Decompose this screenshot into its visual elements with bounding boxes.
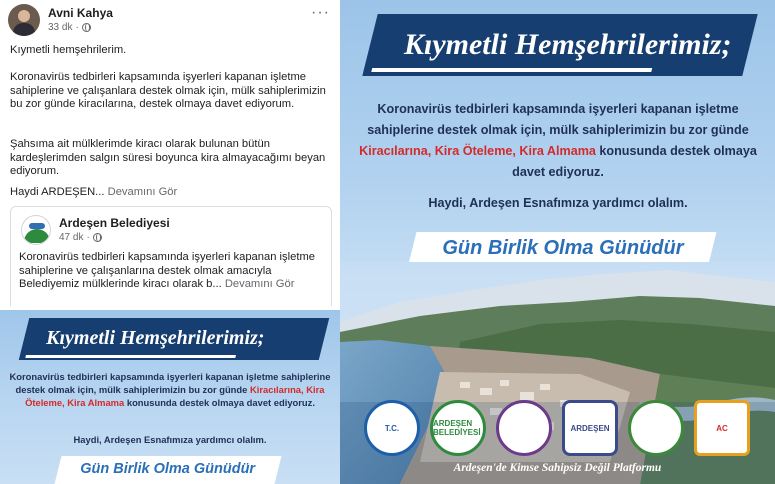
unity-ribbon: [55, 456, 282, 484]
title-ribbon: [362, 14, 757, 76]
banner-image[interactable]: [340, 0, 775, 484]
post-paragraph-3: [10, 186, 332, 200]
shared-text: [19, 251, 327, 292]
unity-text: Gün Birlik Olma Günüdür: [80, 461, 256, 477]
logo-municipality-icon: ARDEŞEN BELEDİYESİ: [430, 400, 486, 456]
logo-ardesen-shield-icon: ARDEŞEN: [562, 400, 618, 456]
banner-thumbnail[interactable]: [0, 310, 340, 484]
globe-icon: [93, 233, 102, 242]
shared-post[interactable]: [10, 206, 332, 306]
platform-caption: Ardeşen'de Kimse Sahipsiz Değil Platformu: [453, 462, 662, 474]
banner-highlight: Kiracılarına, Kira Öteleme, Kira Almama: [359, 144, 596, 158]
author-avatar[interactable]: [8, 4, 40, 36]
shared-body: Koronavirüs tedbirleri kapsamında işyerleri kapanan işletme sahiplerine ve çalışanlarına destek olmak amacıyla Belediyemiz mülklerinde kiracı olarak b...: [19, 251, 315, 290]
post-greeting: Kıymetli hemşehrilerim.: [10, 44, 127, 56]
unity-text: Gün Birlik Olma Günüdür: [442, 237, 684, 259]
post-paragraph-1: Koronavirüs tedbirleri kapsamında işyerleri kapanan işletme sahiplerine ve çalışanlara destek olmak için, mülk sahiplerimizin bu zor günde kiracılarına, destek olmaya davet ediyorum.: [10, 71, 326, 110]
post-time[interactable]: 33 dk: [48, 22, 73, 33]
post-meta: [48, 22, 91, 33]
meta-separator: ·: [75, 22, 79, 33]
post-paragraph-2: Şahsıma ait mülklerimde kiracı olarak bulunan bütün kardeşlerimden salgın süresi boyunca kira almayacağımı beyan ediyorum.: [10, 138, 326, 177]
title-ribbon: [19, 318, 329, 360]
post-closing: Haydi ARDEŞEN...: [10, 186, 105, 198]
see-more-link[interactable]: Devamını Gör: [107, 186, 178, 198]
shared-see-more-link[interactable]: Devamını Gör: [224, 278, 295, 290]
shared-page-name[interactable]: Ardeşen Belediyesi: [59, 216, 170, 230]
banner-call: Haydi, Ardeşen Esnafımıza yardımcı olalım.: [428, 196, 688, 210]
banner-title: Kıymetli Hemşehrilerimiz;: [404, 28, 732, 61]
shared-time[interactable]: 47 dk: [59, 232, 84, 243]
post-header: [8, 4, 332, 38]
banner-body: Koronavirüs tedbirleri kapsamında işyerleri kapanan işletme sahiplerine destek olmak için, mülk sahiplerimizin bu zor günde Kiracılarına, Kira Öteleme, Kira Almama konusunda destek olmaya davet ediyoruz.: [359, 102, 757, 179]
banner-body: Koronavirüs tedbirleri kapsamında işyerleri kapanan işletme sahiplerine destek olmak için, mülk sahiplerimizin bu zor günde Kiracılarına, Kira Öteleme, Kira Almama konusunda destek olmaya davet ediyoruz.: [9, 371, 331, 409]
shared-separator: ·: [86, 232, 90, 243]
partner-logos: [364, 400, 754, 460]
globe-icon: [82, 23, 91, 32]
municipality-logo-icon[interactable]: [21, 215, 51, 245]
banner-call: Haydi, Ardeşen Esnafımıza yardımcı olalım.: [73, 434, 267, 445]
more-options-icon[interactable]: ···: [311, 4, 330, 21]
author-name[interactable]: Avni Kahya: [48, 6, 113, 20]
banner-title: Kıymetli Hemşehrilerimiz;: [46, 327, 265, 349]
banner-highlight: Kiracılarına, Kira Öteleme, Kira Almama: [25, 384, 325, 409]
logo-purple-emblem-icon: [496, 400, 552, 456]
logo-tc-icon: T.C.: [364, 400, 420, 456]
logo-ac-icon: AC: [694, 400, 750, 456]
logo-green-emblem-icon: [628, 400, 684, 456]
shared-meta: [59, 232, 102, 243]
